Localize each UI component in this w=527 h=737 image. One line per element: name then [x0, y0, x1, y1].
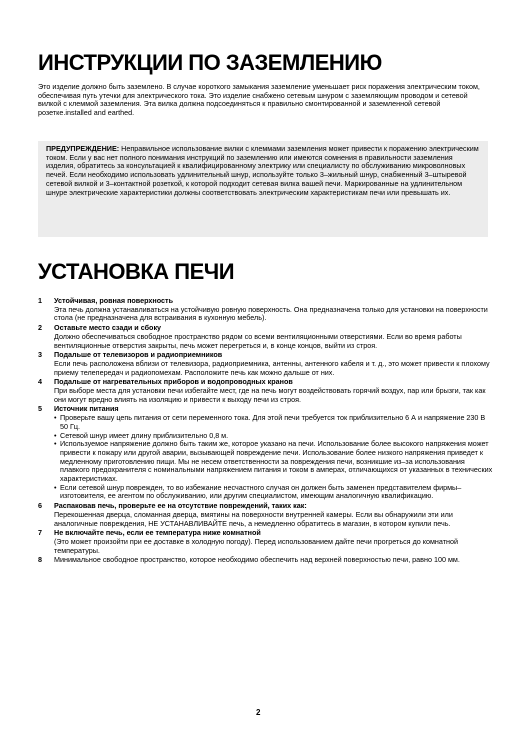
item-title: Не включайте печь, если ее температура ниже комнатной	[54, 528, 261, 538]
item-title: Оставьте место сзади и сбоку	[54, 323, 162, 333]
item-text: (Это может произойти при ее доставке в холодную погоду). Перед использованием дайте печи прогреться до комнатной температуры.	[54, 536, 458, 555]
list-item	[38, 378, 494, 404]
item-title: Устойчивая, ровная поверхность	[54, 296, 173, 305]
item-number: 1	[38, 296, 42, 305]
list-item	[38, 297, 494, 323]
list-item	[38, 502, 494, 528]
power-bullet: • Используемое напряжение должно быть таким же, которое указано на печи. Использование более высокого напряжения может привести к пожару или другой аварии, вызывающей повреждение печи. Использование более низкого напряжения приведет к медленному приготовлению пищи. Мы не несем ответственности за повреждения печи, возникшие из–за использования плавкого предохранителя с номинальными напряжением питания и током в амперах, отличающихся от указанных в технических характеристиках.	[54, 440, 494, 484]
grounding-heading: ИНСТРУКЦИИ ПО ЗАЗЕМЛЕНИЮ	[38, 50, 382, 75]
item-title: Распаковав печь, проверьте ее на отсутствие повреждений, таких как:	[54, 501, 307, 511]
item-title: Подальше от нагревательных приборов и водопроводных кранов	[54, 377, 293, 387]
item-number: 3	[38, 350, 42, 360]
list-item	[38, 556, 494, 565]
item-number: 5	[38, 404, 42, 414]
item-number: 8	[38, 555, 42, 565]
list-item	[38, 405, 494, 501]
item-text: Перекошенная дверца, сломанная дверца, вмятины на поверхности внутренней камеры. Если вы обнаружили эти или аналогичные повреждения, НЕ УСТАНАВЛИВАЙТЕ печь, а немедленно обратитесь в магазин, в котором купили печь.	[54, 509, 453, 528]
item-text: Минимальное свободное пространство, которое необходимо обеспечить над верхней поверхностью печи, равно 100 мм.	[54, 555, 460, 565]
page-number: 2	[256, 708, 261, 717]
item-title: Источник питания	[54, 404, 119, 414]
item-text: Если печь расположена вблизи от телевизора, радиоприемника, антенны, антенного кабеля и т. д., это может привести к плохому приему телепередач и радиопомехам. Расположите печь как можно дальше от них.	[54, 358, 490, 377]
item-title: Подальше от телевизоров и радиоприемников	[54, 350, 223, 360]
item-text: Должно обеспечиваться свободное пространство рядом со всеми вентиляционными отверстиями. Если во время работы вентиляционные отверстия закрыты, печь может перегреться и, в конце концов, выйти из строя.	[54, 331, 462, 350]
power-bullet: • Сетевой шнур имеет длину приблизительно 0,8 м.	[54, 432, 494, 441]
warning-text: Неправильное использование вилки с клеммами заземления может привести к поражению электрическим током. Если у вас нет полного понимания инструкций по заземлению или имеются сомнения в правильности заземления изделия, обратитесь за консультацией к квалифицированному электрику или специалисту по обслуживанию микроволновых печей. Если необходимо использовать удлинительный шнур, используйте только 3–жильный шнур, снабженный 3–штыревой сетевой вилкой и 3–контактной розеткой, к которой подходит сетевая вилка вашей печи. Маркированные на удлинительном шнуре электрические характеристики должны соответствовать электрическим характеристикам печи или превышать их.	[46, 144, 479, 197]
install-heading: УСТАНОВКА ПЕЧИ	[38, 259, 235, 284]
list-item	[38, 351, 494, 377]
power-bullet: • Если сетевой шнур поврежден, то во избежание несчастного случая он должен быть заменен представителем фирмы–изготовителя, ее агентом по обслуживанию, или другим специалистом, имеющим аналогичную квалификацию.	[54, 484, 494, 501]
list-item	[38, 324, 494, 350]
list-item	[38, 529, 494, 555]
item-text: Эта печь должна устанавливаться на устойчивую ровную поверхность. Она предназначена только для установки на поверхности стола (не предназначена для встраивания в кухонную мебель).	[54, 304, 488, 323]
warning-label: ПРЕДУПРЕЖДЕНИЕ:	[46, 144, 120, 153]
item-number: 4	[38, 377, 42, 387]
item-number: 2	[38, 323, 42, 333]
warning-box	[38, 141, 488, 237]
item-number: 7	[38, 528, 42, 538]
warning-paragraph	[46, 145, 480, 197]
power-bullet: • Проверьте вашу цепь питания от сети переменного тока. Для этой печи требуется ток приблизительно 6 А и напряжение 230 В 50 Гц.	[54, 414, 494, 431]
item-number: 6	[38, 501, 42, 511]
install-list	[38, 297, 494, 566]
grounding-paragraph: Это изделие должно быть заземлено. В случае короткого замыкания заземление уменьшает риск поражения электрическим током, обеспечивая путь утечки для электрического тока. Это изделие снабжено сетевым шнуром с заземляющим проводом и сетевой вилкой с клеммой заземления. Эта вилка должна подсоединяться к правильно смонтированной и заземленной сетевой розетке.installed and earthed.	[38, 82, 480, 118]
item-text: При выборе места для установки печи избегайте мест, где на печь могут воздействовать горячий воздух, пар или брызги, так как они могут вредно влиять на изоляцию и привести к выходу печи из строя.	[54, 386, 486, 404]
